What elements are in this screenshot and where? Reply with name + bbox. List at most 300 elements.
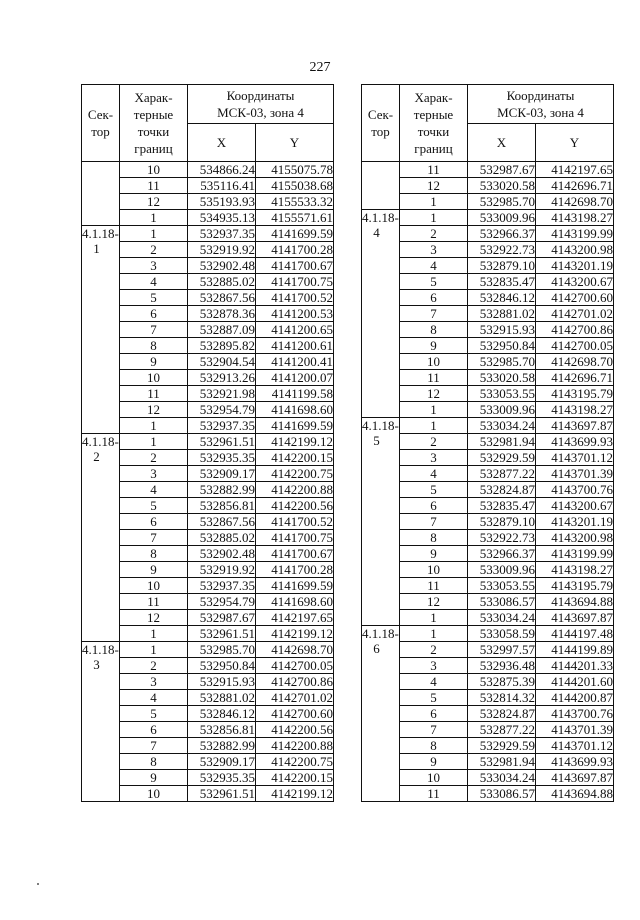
point-number-cell: 1 bbox=[400, 210, 468, 226]
point-number-cell: 6 bbox=[400, 706, 468, 722]
x-coordinate-cell: 532877.22 bbox=[468, 466, 536, 482]
table-row bbox=[362, 370, 614, 386]
x-coordinate-cell: 532846.12 bbox=[468, 290, 536, 306]
y-coordinate-cell: 4144197.48 bbox=[536, 626, 614, 642]
y-coordinate-cell: 4141200.41 bbox=[256, 354, 334, 370]
x-coordinate-cell: 532950.84 bbox=[468, 338, 536, 354]
x-coordinate-cell: 532987.67 bbox=[468, 162, 536, 178]
point-number-cell: 1 bbox=[400, 194, 468, 210]
y-coordinate-cell: 4141700.52 bbox=[256, 290, 334, 306]
table-row bbox=[82, 642, 334, 658]
point-number-cell: 12 bbox=[400, 386, 468, 402]
table-row bbox=[82, 322, 334, 338]
x-coordinate-cell: 532919.92 bbox=[188, 562, 256, 578]
x-coordinate-cell: 532935.35 bbox=[188, 450, 256, 466]
table-row bbox=[82, 418, 334, 434]
column-header-y: Y bbox=[256, 123, 334, 162]
y-coordinate-cell: 4144200.87 bbox=[536, 690, 614, 706]
y-coordinate-cell: 4143199.99 bbox=[536, 226, 614, 242]
x-coordinate-cell: 532985.70 bbox=[468, 194, 536, 210]
table-row bbox=[362, 274, 614, 290]
table-row bbox=[362, 706, 614, 722]
x-coordinate-cell: 532902.48 bbox=[188, 258, 256, 274]
x-coordinate-cell: 532879.10 bbox=[468, 514, 536, 530]
table-row bbox=[362, 434, 614, 450]
table-row bbox=[362, 258, 614, 274]
y-coordinate-cell: 4142200.15 bbox=[256, 450, 334, 466]
table-row bbox=[362, 290, 614, 306]
point-number-cell: 10 bbox=[120, 786, 188, 802]
x-coordinate-cell: 532824.87 bbox=[468, 706, 536, 722]
point-number-cell: 11 bbox=[400, 370, 468, 386]
table-row bbox=[82, 786, 334, 802]
y-coordinate-cell: 4142200.88 bbox=[256, 482, 334, 498]
table-row bbox=[82, 194, 334, 210]
sector-cell bbox=[82, 434, 120, 642]
point-number-cell: 5 bbox=[120, 498, 188, 514]
x-coordinate-cell: 532997.57 bbox=[468, 642, 536, 658]
x-coordinate-cell: 533009.96 bbox=[468, 210, 536, 226]
sector-code: 4.1.18- bbox=[362, 418, 399, 433]
table-row bbox=[362, 498, 614, 514]
sector-cell bbox=[82, 642, 120, 802]
y-coordinate-cell: 4143699.93 bbox=[536, 754, 614, 770]
table-row bbox=[82, 210, 334, 226]
y-coordinate-cell: 4142700.60 bbox=[536, 290, 614, 306]
x-coordinate-cell: 532887.09 bbox=[188, 322, 256, 338]
x-coordinate-cell: 532985.70 bbox=[468, 354, 536, 370]
y-coordinate-cell: 4142197.65 bbox=[256, 610, 334, 626]
sector-code: 4.1.18- bbox=[82, 434, 119, 449]
point-number-cell: 6 bbox=[120, 722, 188, 738]
y-coordinate-cell: 4144201.33 bbox=[536, 658, 614, 674]
x-coordinate-cell: 532909.17 bbox=[188, 754, 256, 770]
x-coordinate-cell: 532846.12 bbox=[188, 706, 256, 722]
x-coordinate-cell: 533086.57 bbox=[468, 786, 536, 802]
point-number-cell: 6 bbox=[400, 498, 468, 514]
point-number-cell: 8 bbox=[400, 738, 468, 754]
table-row bbox=[362, 210, 614, 226]
point-number-cell: 7 bbox=[400, 722, 468, 738]
y-coordinate-cell: 4143697.87 bbox=[536, 610, 614, 626]
y-coordinate-cell: 4142199.12 bbox=[256, 434, 334, 450]
x-coordinate-cell: 535116.41 bbox=[188, 178, 256, 194]
point-number-cell: 6 bbox=[120, 514, 188, 530]
y-coordinate-cell: 4142698.70 bbox=[536, 194, 614, 210]
table-body-right bbox=[362, 162, 614, 802]
y-coordinate-cell: 4142700.60 bbox=[256, 706, 334, 722]
point-number-cell: 1 bbox=[400, 418, 468, 434]
x-coordinate-cell: 532936.48 bbox=[468, 658, 536, 674]
table-row bbox=[82, 706, 334, 722]
x-coordinate-cell: 532877.22 bbox=[468, 722, 536, 738]
sector-number: 3 bbox=[93, 657, 100, 672]
table-row bbox=[362, 162, 614, 178]
table-row bbox=[362, 242, 614, 258]
y-coordinate-cell: 4142700.05 bbox=[536, 338, 614, 354]
table-row bbox=[362, 562, 614, 578]
y-coordinate-cell: 4143198.27 bbox=[536, 402, 614, 418]
point-number-cell: 11 bbox=[400, 578, 468, 594]
point-number-cell: 9 bbox=[400, 338, 468, 354]
point-number-cell: 10 bbox=[120, 370, 188, 386]
table-row bbox=[362, 386, 614, 402]
sector-number: 6 bbox=[373, 641, 380, 656]
y-coordinate-cell: 4141699.59 bbox=[256, 226, 334, 242]
y-coordinate-cell: 4143697.87 bbox=[536, 418, 614, 434]
point-number-cell: 3 bbox=[120, 258, 188, 274]
y-coordinate-cell: 4141700.75 bbox=[256, 274, 334, 290]
point-number-cell: 1 bbox=[400, 610, 468, 626]
point-number-cell: 7 bbox=[120, 530, 188, 546]
x-coordinate-cell: 533058.59 bbox=[468, 626, 536, 642]
point-number-cell: 5 bbox=[120, 706, 188, 722]
point-number-cell: 12 bbox=[120, 402, 188, 418]
x-coordinate-cell: 532919.92 bbox=[188, 242, 256, 258]
table-row bbox=[82, 498, 334, 514]
point-number-cell: 12 bbox=[400, 178, 468, 194]
x-coordinate-cell: 533053.55 bbox=[468, 386, 536, 402]
table-row bbox=[82, 690, 334, 706]
x-coordinate-cell: 532922.73 bbox=[468, 242, 536, 258]
x-coordinate-cell: 532904.54 bbox=[188, 354, 256, 370]
sector-number: 5 bbox=[373, 433, 380, 448]
y-coordinate-cell: 4144199.89 bbox=[536, 642, 614, 658]
y-coordinate-cell: 4143201.19 bbox=[536, 258, 614, 274]
table-row bbox=[82, 434, 334, 450]
column-header-y: Y bbox=[536, 123, 614, 162]
y-coordinate-cell: 4141700.67 bbox=[256, 546, 334, 562]
x-coordinate-cell: 532987.67 bbox=[188, 610, 256, 626]
y-coordinate-cell: 4143198.27 bbox=[536, 210, 614, 226]
point-number-cell: 1 bbox=[120, 418, 188, 434]
x-coordinate-cell: 533034.24 bbox=[468, 770, 536, 786]
y-coordinate-cell: 4141699.59 bbox=[256, 418, 334, 434]
table-row bbox=[362, 626, 614, 642]
table-row bbox=[362, 482, 614, 498]
y-coordinate-cell: 4141200.53 bbox=[256, 306, 334, 322]
point-number-cell: 5 bbox=[120, 290, 188, 306]
table-row bbox=[82, 562, 334, 578]
point-number-cell: 5 bbox=[400, 274, 468, 290]
table-row bbox=[362, 530, 614, 546]
sector-cell bbox=[362, 418, 400, 626]
sector-number: 4 bbox=[373, 225, 380, 240]
x-coordinate-cell: 532966.37 bbox=[468, 546, 536, 562]
point-number-cell: 6 bbox=[400, 290, 468, 306]
y-coordinate-cell: 4142698.70 bbox=[536, 354, 614, 370]
y-coordinate-cell: 4142701.02 bbox=[256, 690, 334, 706]
column-header-points: Харак- терные точки границ bbox=[400, 85, 468, 162]
point-number-cell: 9 bbox=[400, 546, 468, 562]
y-coordinate-cell: 4143699.93 bbox=[536, 434, 614, 450]
table-row bbox=[82, 370, 334, 386]
y-coordinate-cell: 4142700.86 bbox=[536, 322, 614, 338]
x-coordinate-cell: 533020.58 bbox=[468, 178, 536, 194]
table-row bbox=[362, 594, 614, 610]
x-coordinate-cell: 532915.93 bbox=[468, 322, 536, 338]
sector-code: 4.1.18- bbox=[82, 642, 119, 657]
y-coordinate-cell: 4142197.65 bbox=[536, 162, 614, 178]
x-coordinate-cell: 532867.56 bbox=[188, 290, 256, 306]
table-row bbox=[82, 386, 334, 402]
x-coordinate-cell: 532935.35 bbox=[188, 770, 256, 786]
point-number-cell: 5 bbox=[400, 690, 468, 706]
x-coordinate-cell: 532814.32 bbox=[468, 690, 536, 706]
point-number-cell: 4 bbox=[400, 466, 468, 482]
column-header-coordinates: Координаты МСК-03, зона 4 bbox=[468, 85, 614, 124]
x-coordinate-cell: 532879.10 bbox=[468, 258, 536, 274]
column-header-sector: Сек- тор bbox=[362, 85, 400, 162]
x-coordinate-cell: 533034.24 bbox=[468, 418, 536, 434]
y-coordinate-cell: 4142700.86 bbox=[256, 674, 334, 690]
table-row bbox=[362, 418, 614, 434]
table-row bbox=[82, 258, 334, 274]
table-row bbox=[362, 226, 614, 242]
x-coordinate-cell: 532937.35 bbox=[188, 226, 256, 242]
table-row bbox=[82, 466, 334, 482]
y-coordinate-cell: 4141699.59 bbox=[256, 578, 334, 594]
column-header-x: X bbox=[188, 123, 256, 162]
x-coordinate-cell: 533009.96 bbox=[468, 562, 536, 578]
table-row bbox=[362, 610, 614, 626]
x-coordinate-cell: 532981.94 bbox=[468, 434, 536, 450]
point-number-cell: 3 bbox=[400, 658, 468, 674]
point-number-cell: 10 bbox=[400, 354, 468, 370]
x-coordinate-cell: 532915.93 bbox=[188, 674, 256, 690]
point-number-cell: 7 bbox=[400, 306, 468, 322]
table-row bbox=[362, 738, 614, 754]
y-coordinate-cell: 4141200.07 bbox=[256, 370, 334, 386]
point-number-cell: 8 bbox=[120, 338, 188, 354]
table-row bbox=[82, 178, 334, 194]
y-coordinate-cell: 4141199.58 bbox=[256, 386, 334, 402]
point-number-cell: 2 bbox=[120, 658, 188, 674]
point-number-cell: 10 bbox=[400, 562, 468, 578]
x-coordinate-cell: 532937.35 bbox=[188, 578, 256, 594]
y-coordinate-cell: 4143694.88 bbox=[536, 786, 614, 802]
table-row bbox=[362, 674, 614, 690]
x-coordinate-cell: 532882.99 bbox=[188, 738, 256, 754]
table-row bbox=[82, 610, 334, 626]
point-number-cell: 11 bbox=[120, 594, 188, 610]
table-row bbox=[362, 178, 614, 194]
table-row bbox=[82, 770, 334, 786]
x-coordinate-cell: 534935.13 bbox=[188, 210, 256, 226]
table-row bbox=[82, 402, 334, 418]
y-coordinate-cell: 4141700.67 bbox=[256, 258, 334, 274]
y-coordinate-cell: 4142200.15 bbox=[256, 770, 334, 786]
y-coordinate-cell: 4142199.12 bbox=[256, 626, 334, 642]
point-number-cell: 3 bbox=[120, 466, 188, 482]
y-coordinate-cell: 4143701.12 bbox=[536, 738, 614, 754]
point-number-cell: 12 bbox=[120, 194, 188, 210]
column-header-points: Харак- терные точки границ bbox=[120, 85, 188, 162]
x-coordinate-cell: 532867.56 bbox=[188, 514, 256, 530]
point-number-cell: 1 bbox=[400, 402, 468, 418]
table-row bbox=[82, 530, 334, 546]
table-row bbox=[82, 738, 334, 754]
y-coordinate-cell: 4143701.39 bbox=[536, 722, 614, 738]
point-number-cell: 7 bbox=[120, 738, 188, 754]
x-coordinate-cell: 532875.39 bbox=[468, 674, 536, 690]
x-coordinate-cell: 532929.59 bbox=[468, 738, 536, 754]
y-coordinate-cell: 4142200.88 bbox=[256, 738, 334, 754]
x-coordinate-cell: 533086.57 bbox=[468, 594, 536, 610]
table-row bbox=[82, 450, 334, 466]
x-coordinate-cell: 533034.24 bbox=[468, 610, 536, 626]
y-coordinate-cell: 4142701.02 bbox=[536, 306, 614, 322]
page-number: 227 bbox=[309, 60, 331, 75]
table-row bbox=[362, 338, 614, 354]
y-coordinate-cell: 4142199.12 bbox=[256, 786, 334, 802]
x-coordinate-cell: 532878.36 bbox=[188, 306, 256, 322]
point-number-cell: 2 bbox=[120, 450, 188, 466]
point-number-cell: 9 bbox=[400, 754, 468, 770]
point-number-cell: 6 bbox=[120, 306, 188, 322]
y-coordinate-cell: 4141698.60 bbox=[256, 594, 334, 610]
y-coordinate-cell: 4142200.56 bbox=[256, 722, 334, 738]
x-coordinate-cell: 532966.37 bbox=[468, 226, 536, 242]
table-row bbox=[362, 194, 614, 210]
y-coordinate-cell: 4141700.28 bbox=[256, 562, 334, 578]
table-row bbox=[362, 546, 614, 562]
point-number-cell: 3 bbox=[400, 242, 468, 258]
point-number-cell: 12 bbox=[400, 594, 468, 610]
x-coordinate-cell: 533020.58 bbox=[468, 370, 536, 386]
table-row bbox=[362, 722, 614, 738]
x-coordinate-cell: 532913.26 bbox=[188, 370, 256, 386]
point-number-cell: 2 bbox=[400, 434, 468, 450]
table-row bbox=[362, 322, 614, 338]
point-number-cell: 3 bbox=[120, 674, 188, 690]
point-number-cell: 11 bbox=[400, 162, 468, 178]
point-number-cell: 11 bbox=[120, 386, 188, 402]
sector-code: 4.1.18- bbox=[362, 210, 399, 225]
table-row bbox=[362, 466, 614, 482]
point-number-cell: 2 bbox=[120, 242, 188, 258]
table-row bbox=[362, 514, 614, 530]
x-coordinate-cell: 532881.02 bbox=[188, 690, 256, 706]
column-header-x: X bbox=[468, 123, 536, 162]
x-coordinate-cell: 532835.47 bbox=[468, 274, 536, 290]
x-coordinate-cell: 532961.51 bbox=[188, 434, 256, 450]
x-coordinate-cell: 532954.79 bbox=[188, 402, 256, 418]
table-row bbox=[82, 226, 334, 242]
point-number-cell: 1 bbox=[120, 210, 188, 226]
y-coordinate-cell: 4143697.87 bbox=[536, 770, 614, 786]
y-coordinate-cell: 4143700.76 bbox=[536, 706, 614, 722]
y-coordinate-cell: 4141700.75 bbox=[256, 530, 334, 546]
x-coordinate-cell: 532922.73 bbox=[468, 530, 536, 546]
table-row bbox=[82, 306, 334, 322]
y-coordinate-cell: 4143200.98 bbox=[536, 530, 614, 546]
table-row bbox=[82, 674, 334, 690]
table-row bbox=[82, 514, 334, 530]
y-coordinate-cell: 4142200.75 bbox=[256, 466, 334, 482]
table-row bbox=[362, 578, 614, 594]
x-coordinate-cell: 534866.24 bbox=[188, 162, 256, 178]
coordinates-table-left bbox=[81, 84, 334, 802]
table-row bbox=[82, 482, 334, 498]
y-coordinate-cell: 4143701.39 bbox=[536, 466, 614, 482]
point-number-cell: 9 bbox=[120, 354, 188, 370]
point-number-cell: 4 bbox=[400, 258, 468, 274]
table-row bbox=[82, 546, 334, 562]
point-number-cell: 7 bbox=[120, 322, 188, 338]
point-number-cell: 8 bbox=[400, 322, 468, 338]
y-coordinate-cell: 4143700.76 bbox=[536, 482, 614, 498]
point-number-cell: 8 bbox=[120, 754, 188, 770]
table-row bbox=[362, 754, 614, 770]
x-coordinate-cell: 532885.02 bbox=[188, 274, 256, 290]
x-coordinate-cell: 532856.81 bbox=[188, 498, 256, 514]
table-row bbox=[362, 354, 614, 370]
point-number-cell: 10 bbox=[400, 770, 468, 786]
x-coordinate-cell: 532909.17 bbox=[188, 466, 256, 482]
x-coordinate-cell: 532835.47 bbox=[468, 498, 536, 514]
x-coordinate-cell: 532902.48 bbox=[188, 546, 256, 562]
point-number-cell: 1 bbox=[120, 226, 188, 242]
table-row bbox=[362, 770, 614, 786]
y-coordinate-cell: 4143200.98 bbox=[536, 242, 614, 258]
y-coordinate-cell: 4143694.88 bbox=[536, 594, 614, 610]
y-coordinate-cell: 4142696.71 bbox=[536, 370, 614, 386]
table-row bbox=[82, 722, 334, 738]
sector-cell bbox=[362, 162, 400, 210]
point-number-cell: 5 bbox=[400, 482, 468, 498]
y-coordinate-cell: 4143198.27 bbox=[536, 562, 614, 578]
scan-speck bbox=[37, 883, 39, 885]
table-row bbox=[82, 754, 334, 770]
table-row bbox=[82, 354, 334, 370]
point-number-cell: 1 bbox=[120, 434, 188, 450]
point-number-cell: 4 bbox=[120, 274, 188, 290]
point-number-cell: 1 bbox=[120, 626, 188, 642]
y-coordinate-cell: 4142698.70 bbox=[256, 642, 334, 658]
sector-cell bbox=[82, 226, 120, 434]
y-coordinate-cell: 4143200.67 bbox=[536, 498, 614, 514]
point-number-cell: 3 bbox=[400, 450, 468, 466]
point-number-cell: 9 bbox=[120, 770, 188, 786]
point-number-cell: 10 bbox=[120, 162, 188, 178]
y-coordinate-cell: 4141698.60 bbox=[256, 402, 334, 418]
table-row bbox=[82, 626, 334, 642]
point-number-cell: 11 bbox=[120, 178, 188, 194]
x-coordinate-cell: 532981.94 bbox=[468, 754, 536, 770]
table-row bbox=[362, 450, 614, 466]
y-coordinate-cell: 4141700.52 bbox=[256, 514, 334, 530]
x-coordinate-cell: 532950.84 bbox=[188, 658, 256, 674]
table-body-left bbox=[82, 162, 334, 802]
x-coordinate-cell: 532929.59 bbox=[468, 450, 536, 466]
y-coordinate-cell: 4143195.79 bbox=[536, 386, 614, 402]
sector-cell bbox=[362, 210, 400, 418]
point-number-cell: 4 bbox=[400, 674, 468, 690]
point-number-cell: 10 bbox=[120, 578, 188, 594]
table-row bbox=[82, 594, 334, 610]
column-header-coordinates: Координаты МСК-03, зона 4 bbox=[188, 85, 334, 124]
y-coordinate-cell: 4141700.28 bbox=[256, 242, 334, 258]
y-coordinate-cell: 4142700.05 bbox=[256, 658, 334, 674]
x-coordinate-cell: 533009.96 bbox=[468, 402, 536, 418]
point-number-cell: 4 bbox=[120, 482, 188, 498]
table-row bbox=[362, 642, 614, 658]
y-coordinate-cell: 4143201.19 bbox=[536, 514, 614, 530]
y-coordinate-cell: 4142200.56 bbox=[256, 498, 334, 514]
y-coordinate-cell: 4155571.61 bbox=[256, 210, 334, 226]
sector-code: 4.1.18- bbox=[362, 626, 399, 641]
